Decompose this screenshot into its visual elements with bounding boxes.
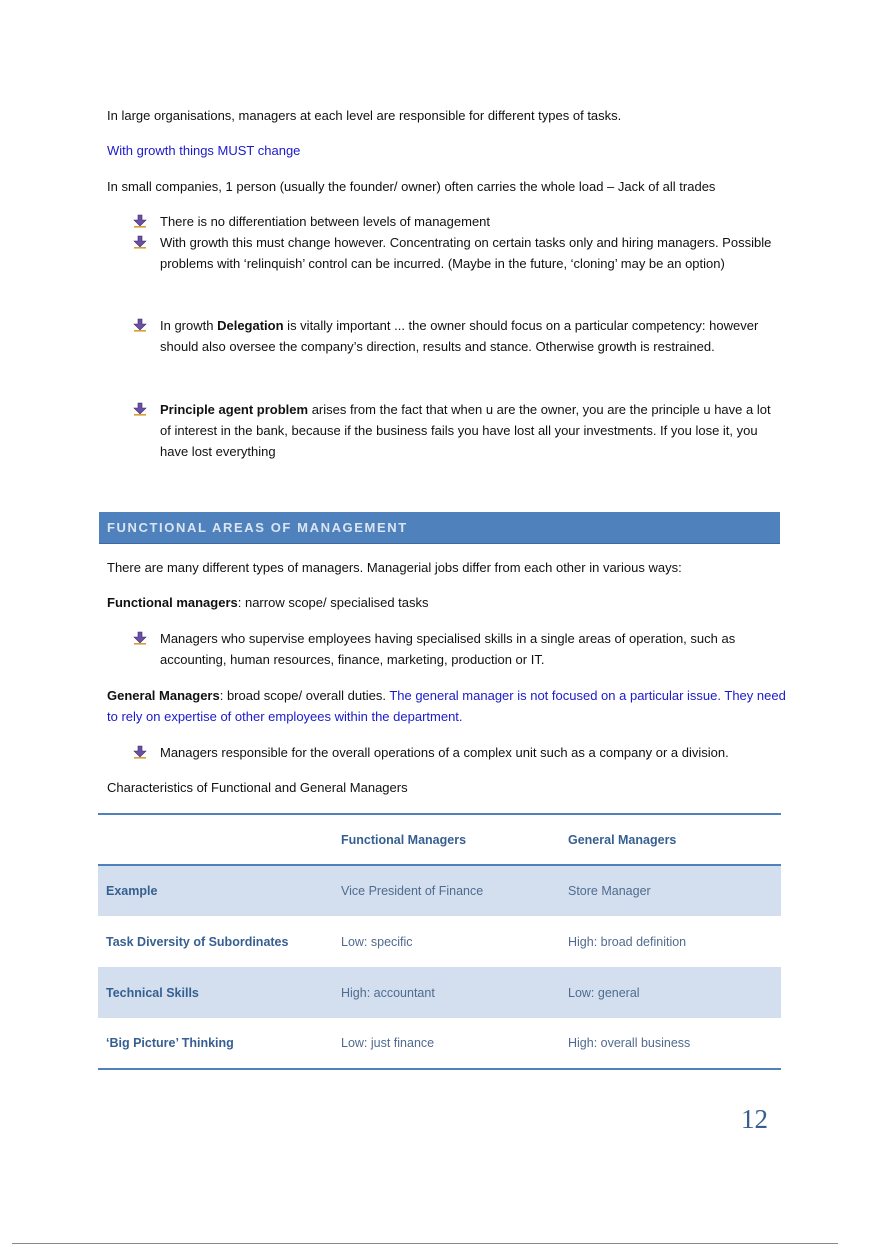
general-cell: Low: general [568, 985, 640, 1000]
functional-cell: Low: just finance [341, 1036, 435, 1050]
row-label: Technical Skills [106, 985, 199, 1000]
general-managers-note: The general manager is not focused on a particular issue. They need to rely on expertise of other employees within the department. [107, 688, 786, 724]
bullet-text [160, 399, 773, 462]
general-cell: Store Manager [568, 884, 651, 898]
table-row [98, 1018, 781, 1069]
table-row [98, 967, 781, 1018]
general-cell: High: broad definition [568, 934, 687, 949]
section-heading: FUNCTIONAL AREAS OF MANAGEMENT [107, 520, 408, 535]
bullet-item [133, 399, 773, 462]
bullet-item [133, 211, 773, 232]
functional-cell: Vice President of Finance [341, 884, 484, 898]
table-header-cell [98, 814, 333, 865]
table-caption: Characteristics of Functional and General Managers [107, 780, 408, 795]
table-row [98, 865, 781, 916]
row-label: ‘Big Picture’ Thinking [106, 1036, 234, 1050]
row-label: Example [106, 884, 158, 898]
intro-paragraph-2: With growth things MUST change [107, 143, 301, 158]
delegation-term: Delegation [217, 318, 284, 333]
bullet-text: Managers responsible for the overall operations of a complex unit such as a company or a division. [160, 745, 729, 760]
functional-managers-desc: : narrow scope/ specialised tasks [237, 595, 429, 610]
intro-paragraph-1: In large organisations, managers at each level are responsible for different types of tasks. [107, 108, 622, 123]
arrow-bullet-icon [133, 745, 147, 759]
general-managers-term: General Managers [107, 688, 220, 703]
managers-comparison-table [98, 813, 781, 1070]
arrow-bullet-icon [133, 235, 147, 249]
principle-agent-term: Principle agent problem [160, 402, 309, 417]
functional-cell: Low: specific [341, 934, 413, 949]
table-header-cell: Functional Managers [341, 832, 467, 847]
bullet-text [160, 315, 773, 357]
bullet-text-rest: arises from the fact that when u are the owner, you are the principle u have a lot of interest in the bank, because if the business fails you have lost all your investments. If you lose it, you have lost everything [160, 402, 771, 459]
bullet-item [133, 742, 773, 763]
arrow-bullet-icon [133, 318, 147, 332]
bullet-text-rest: is vitally important ... the owner should focus on a particular competency: however should also oversee the company’s direction, results and stance. Otherwise growth is restrained. [160, 318, 759, 354]
general-managers-line [107, 685, 787, 727]
page-number: 12 [741, 1104, 768, 1134]
functional-managers-line [107, 592, 787, 613]
bullet-text: There is no differentiation between levels of management [160, 214, 491, 229]
section-paragraph: There are many different types of managers. Managerial jobs differ from each other in various ways: [107, 560, 682, 575]
table-header-cell: General Managers [568, 832, 677, 847]
arrow-bullet-icon [133, 214, 147, 228]
bullet-item [133, 315, 773, 357]
arrow-bullet-icon [133, 631, 147, 645]
table-row [98, 916, 781, 967]
bullet-item [133, 232, 773, 274]
bullet-text: With growth this must change however. Concentrating on certain tasks only and hiring managers. Possible problems with ‘relinquish’ control can be incurred. (Maybe in the future, ‘cloning’ may be an option) [160, 235, 772, 271]
bullet-item [133, 628, 773, 670]
general-managers-desc: : broad scope/ overall duties. [219, 688, 390, 703]
row-label: Task Diversity of Subordinates [106, 934, 289, 949]
table-header-row [98, 814, 781, 865]
footer-divider [12, 1243, 838, 1244]
bullet-text-lead: In growth [160, 318, 218, 333]
section-heading-bar [99, 512, 780, 544]
functional-managers-term: Functional managers [107, 595, 238, 610]
arrow-bullet-icon [133, 402, 147, 416]
general-cell: High: overall business [568, 1036, 691, 1050]
bullet-text: Managers who supervise employees having specialised skills in a single areas of operation, such as accounting, human resources, finance, marketing, production or IT. [160, 631, 736, 667]
functional-cell: High: accountant [341, 985, 435, 1000]
intro-paragraph-3: In small companies, 1 person (usually the founder/ owner) often carries the whole load – Jack of all trades [107, 179, 716, 194]
